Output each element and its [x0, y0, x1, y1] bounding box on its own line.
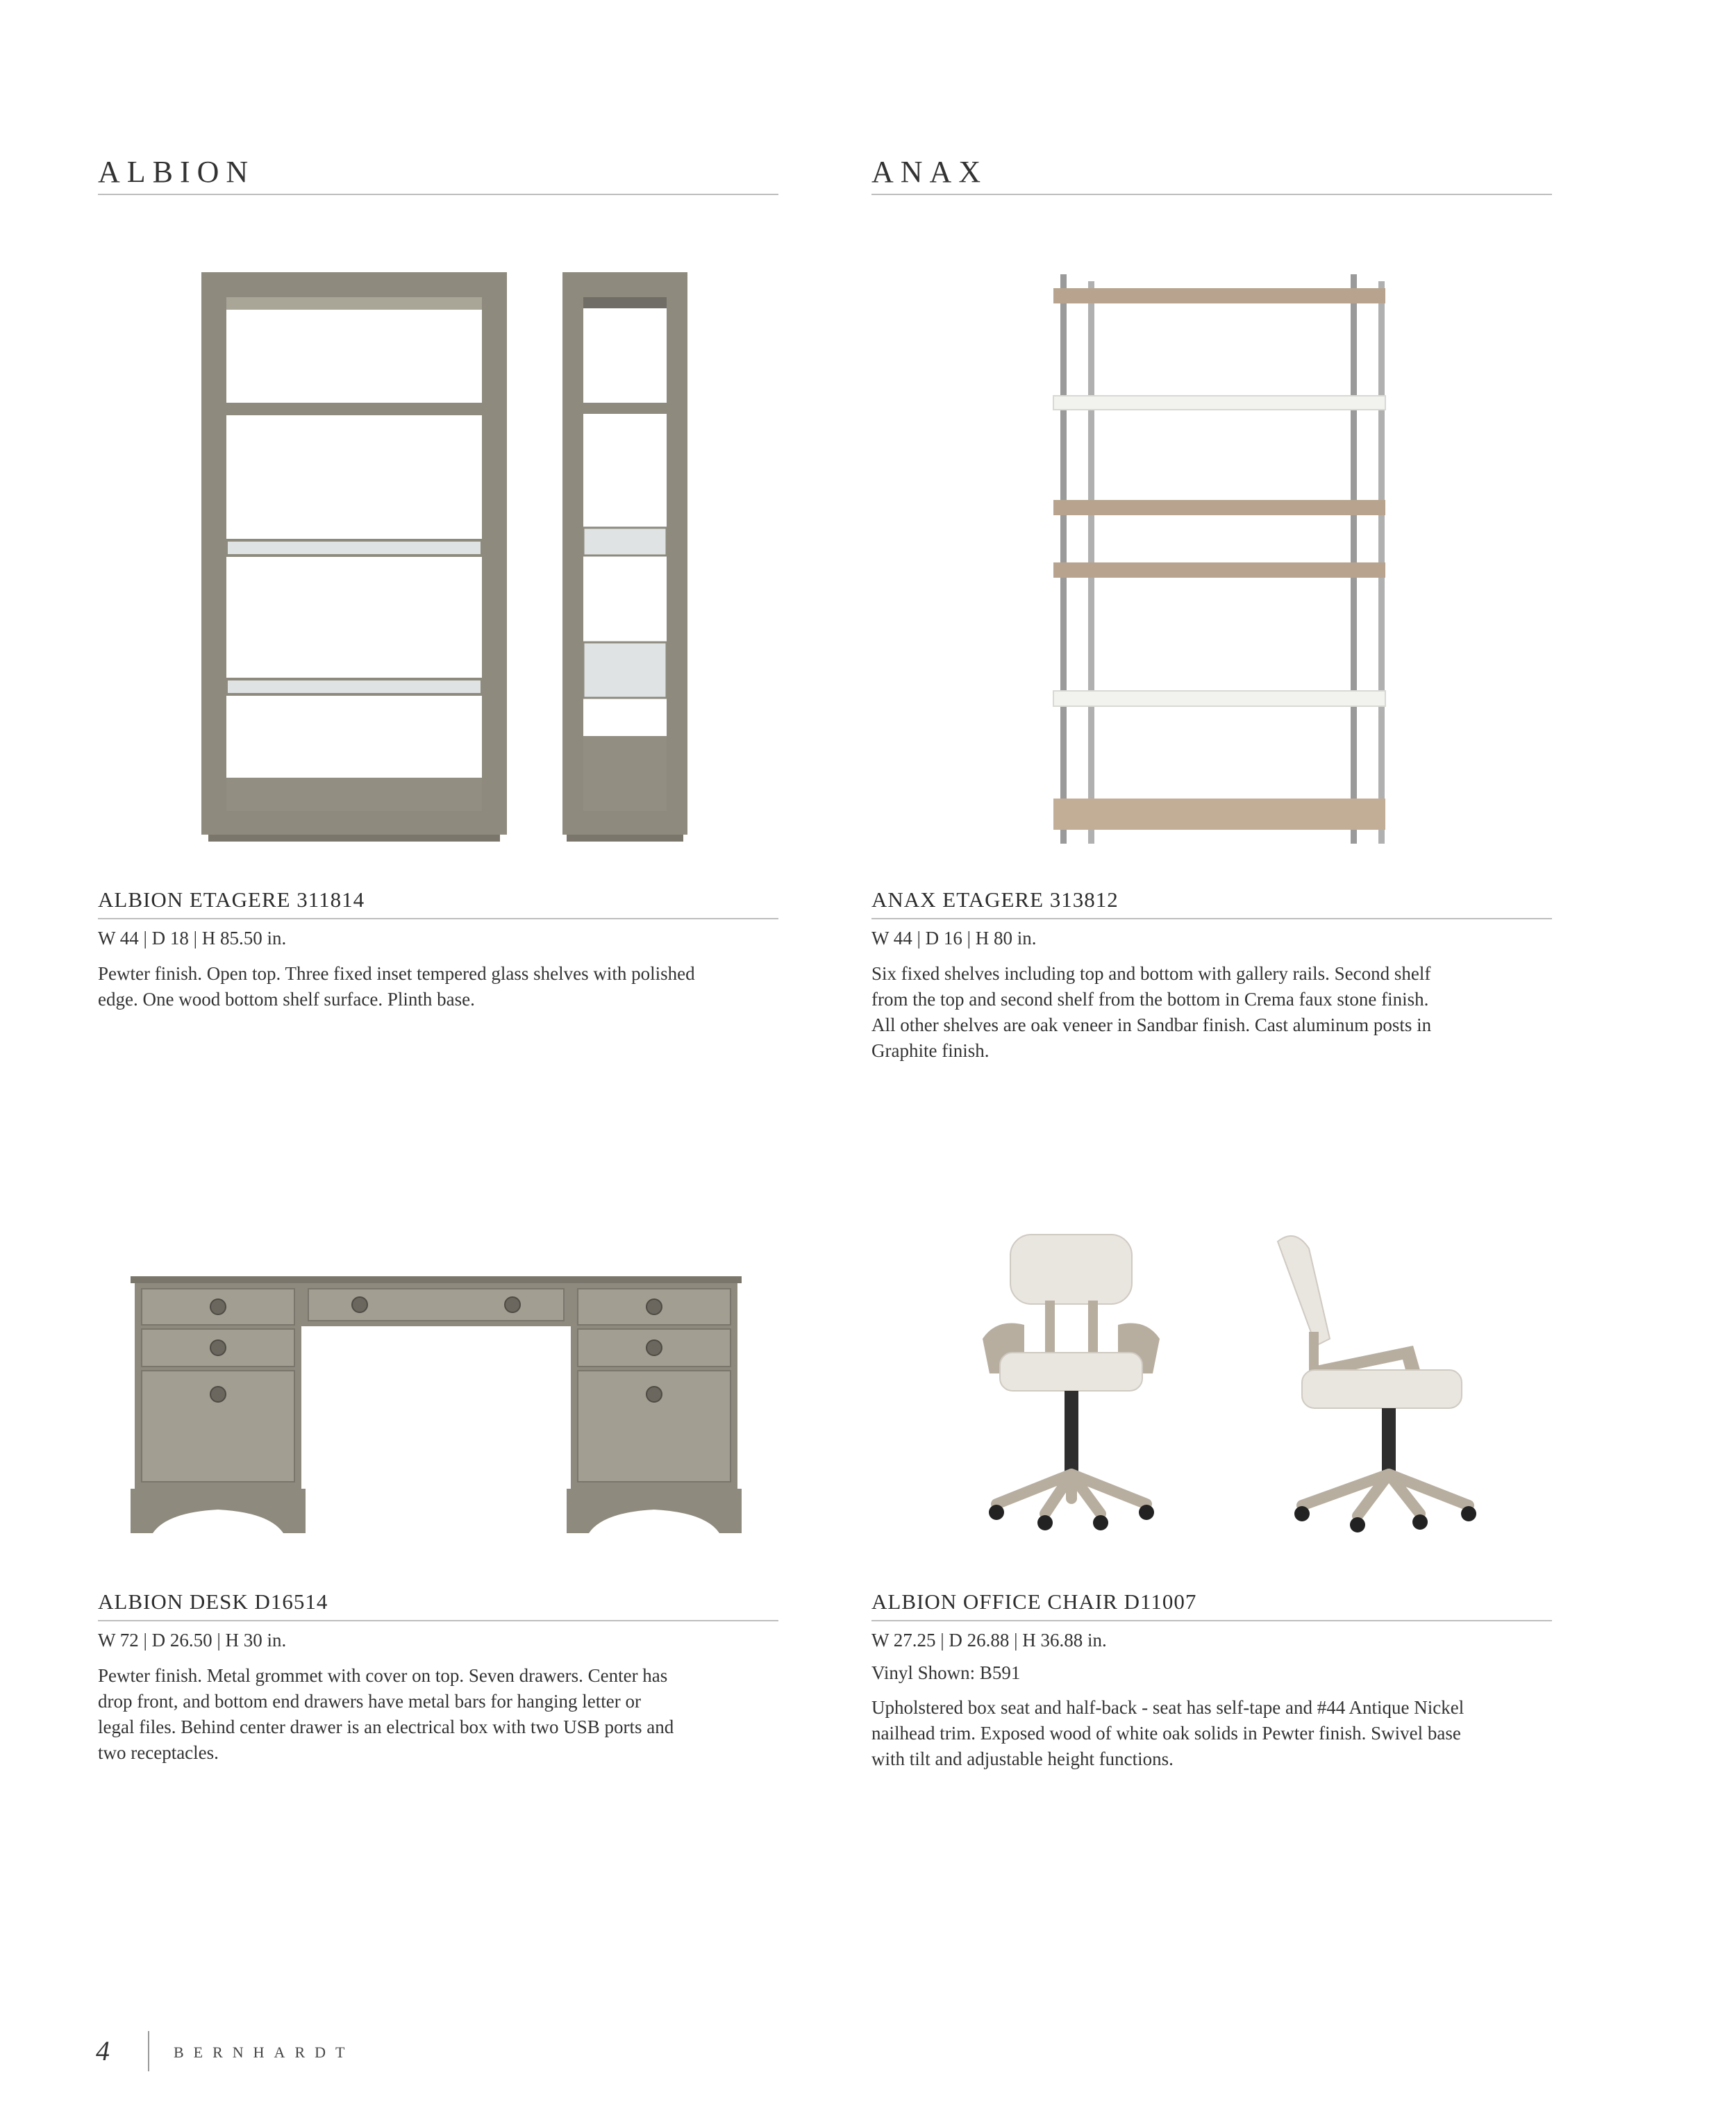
desc-line: drop front, and bottom end drawers have metal bars for hanging letter or — [98, 1691, 641, 1712]
shelf-oak — [1053, 799, 1385, 830]
albion-etagere-image — [194, 264, 708, 861]
desc-line: Pewter finish. Metal grommet with cover on top. Seven drawers. Center has — [98, 1665, 668, 1686]
page-number: 4 — [96, 2035, 110, 2066]
brand-wordmark: BERNHARDT — [174, 2044, 355, 2061]
product-dims-albion-office-chair: W 27.25 | D 26.88 | H 36.88 in. — [871, 1630, 1107, 1651]
product-dims-albion-desk: W 72 | D 26.50 | H 30 in. — [98, 1630, 287, 1651]
anax-etagere-image — [1045, 274, 1392, 851]
section-title-albion: ALBION — [98, 155, 256, 189]
desc-line: Graphite finish. — [871, 1040, 990, 1061]
product-desc-albion-desk — [98, 1663, 765, 1766]
product-desc-albion-etagere — [98, 961, 765, 1012]
albion-office-chair-image — [969, 1228, 1510, 1547]
desc-line: from the top and second shelf from the bottom in Crema faux stone finish. — [871, 989, 1429, 1010]
desc-line: All other shelves are oak veneer in Sandbar finish. Cast aluminum posts in — [871, 1014, 1432, 1035]
shelf-oak — [1053, 500, 1385, 515]
desc-line: edge. One wood bottom shelf surface. Plinth base. — [98, 989, 475, 1010]
albion-desk-image — [131, 1276, 742, 1533]
product-vinyl-albion-office-chair: Vinyl Shown: B591 — [871, 1662, 1021, 1683]
product-name-albion-office-chair: ALBION OFFICE CHAIR D11007 — [871, 1589, 1197, 1614]
desc-line: two receptacles. — [98, 1742, 219, 1763]
product-dims-anax-etagere: W 44 | D 16 | H 80 in. — [871, 928, 1037, 949]
desc-line: legal files. Behind center drawer is an electrical box with two USB ports and — [98, 1716, 674, 1737]
section-rule-albion — [98, 194, 778, 195]
product-rule — [98, 1620, 778, 1621]
product-name-albion-etagere: ALBION ETAGERE 311814 — [98, 887, 365, 912]
etagere-front-view — [201, 272, 507, 842]
product-rule — [871, 1620, 1552, 1621]
desc-line: with tilt and adjustable height functions. — [871, 1748, 1174, 1769]
desc-line: nailhead trim. Exposed wood of white oak solids in Pewter finish. Swivel base — [871, 1723, 1461, 1744]
desc-line: Six fixed shelves including top and bottom with gallery rails. Second shelf — [871, 963, 1431, 984]
product-name-anax-etagere: ANAX ETAGERE 313812 — [871, 887, 1119, 912]
shelf-crema — [1053, 691, 1385, 706]
desc-line: Pewter finish. Open top. Three fixed inset tempered glass shelves with polished — [98, 963, 695, 984]
desc-line: Upholstered box seat and half-back - seat has self-tape and #44 Antique Nickel — [871, 1697, 1464, 1718]
chair-front-view — [983, 1235, 1160, 1530]
product-rule — [98, 918, 778, 919]
etagere-side-view — [562, 272, 687, 842]
footer-divider — [148, 2031, 149, 2071]
chair-side-view — [1278, 1236, 1476, 1532]
shelf-oak — [1053, 288, 1385, 303]
product-name-albion-desk: ALBION DESK D16514 — [98, 1589, 328, 1614]
product-rule — [871, 918, 1552, 919]
shelf-crema — [1053, 396, 1385, 410]
section-rule-anax — [871, 194, 1552, 195]
product-desc-anax-etagere — [871, 961, 1538, 1064]
section-title-anax: ANAX — [871, 155, 988, 189]
product-desc-albion-office-chair — [871, 1695, 1538, 1772]
product-dims-albion-etagere: W 44 | D 18 | H 85.50 in. — [98, 928, 287, 949]
shelf-oak — [1053, 562, 1385, 578]
